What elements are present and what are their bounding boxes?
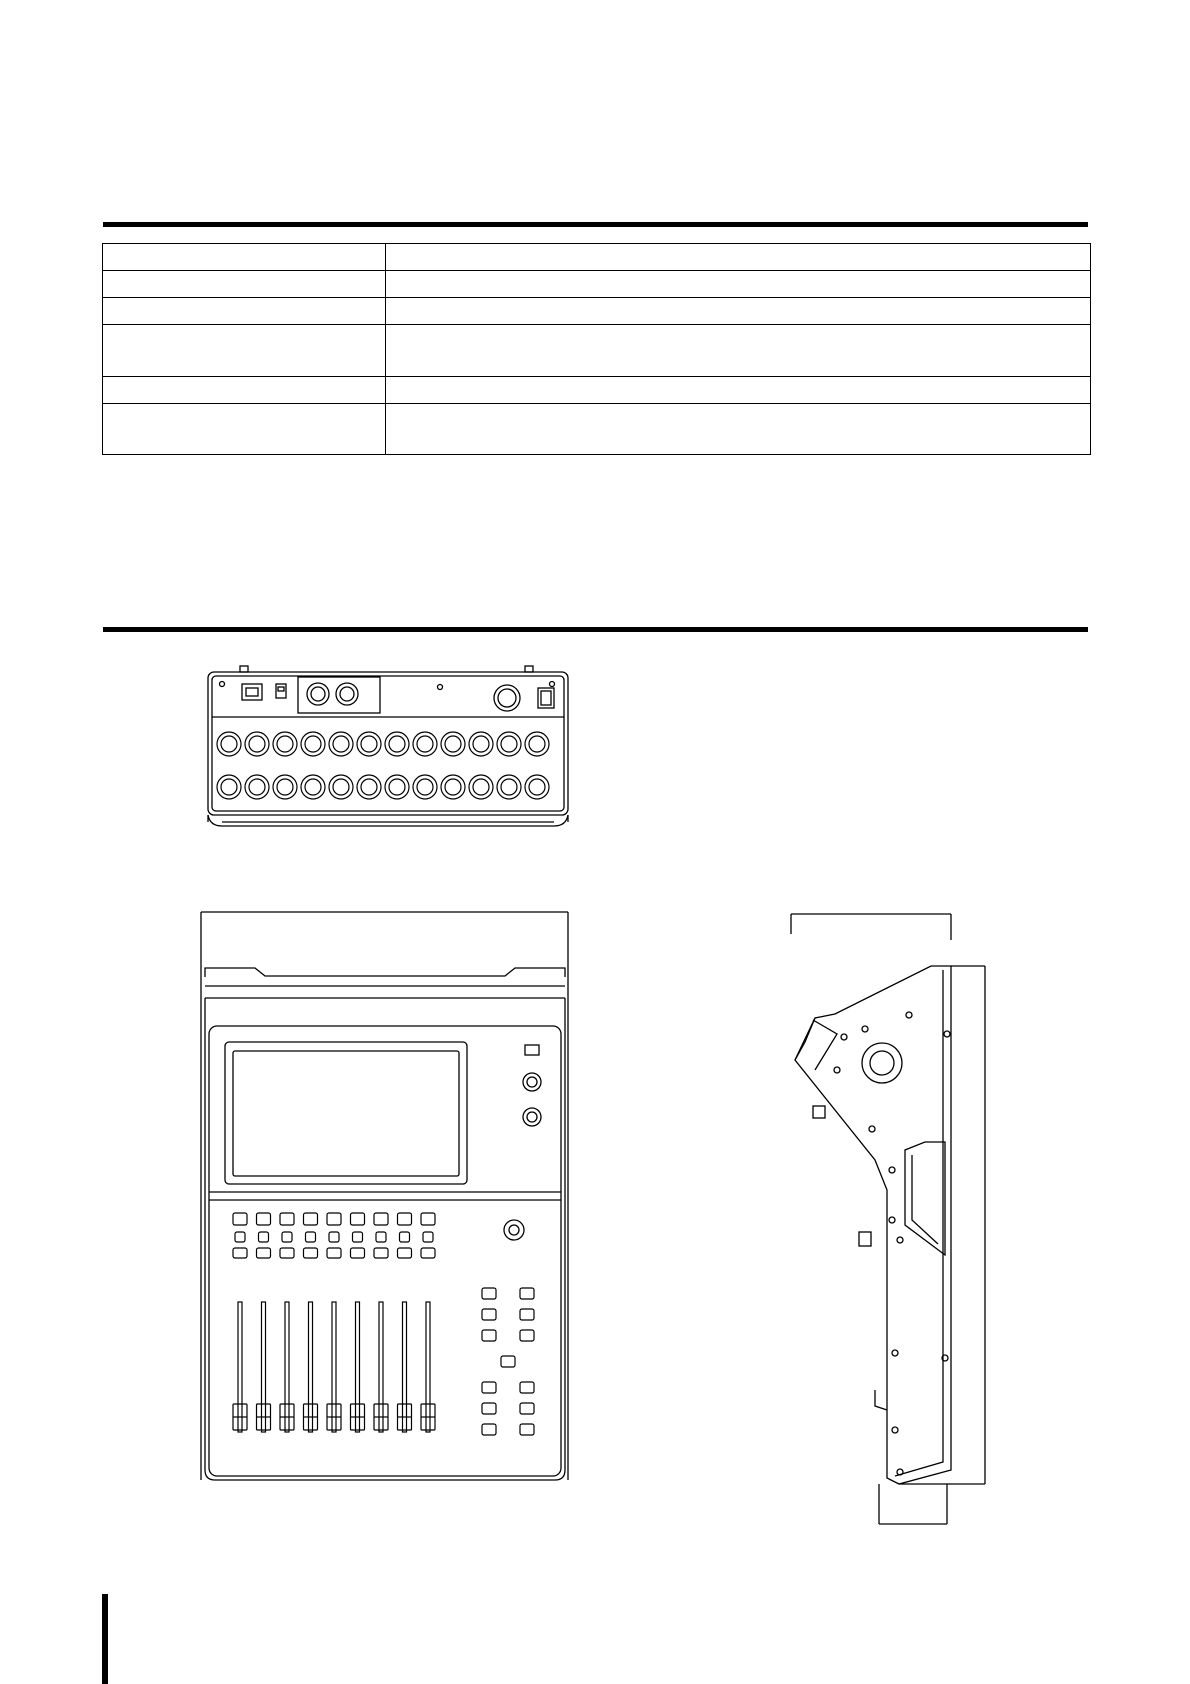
margin-bar (102, 1594, 108, 1684)
table-row (103, 377, 1091, 404)
table-row (103, 325, 1091, 377)
row-value (386, 325, 1091, 377)
row-value (386, 244, 1091, 271)
row-value (386, 377, 1091, 404)
row-value (386, 404, 1091, 455)
row-label (103, 377, 386, 404)
specifications-table (102, 243, 1091, 455)
section-2-top-rule (103, 627, 1088, 632)
top-view-drawing (195, 910, 575, 1490)
table-row (103, 244, 1091, 271)
side-view-drawing (775, 910, 995, 1530)
row-label (103, 271, 386, 298)
row-label (103, 404, 386, 455)
rear-panel-drawing (200, 660, 580, 830)
table-row (103, 298, 1091, 325)
row-label (103, 244, 386, 271)
row-label (103, 325, 386, 377)
table-row (103, 404, 1091, 455)
row-value (386, 298, 1091, 325)
row-value (386, 271, 1091, 298)
row-label (103, 298, 386, 325)
table-row (103, 271, 1091, 298)
section-1-top-rule (103, 222, 1088, 227)
